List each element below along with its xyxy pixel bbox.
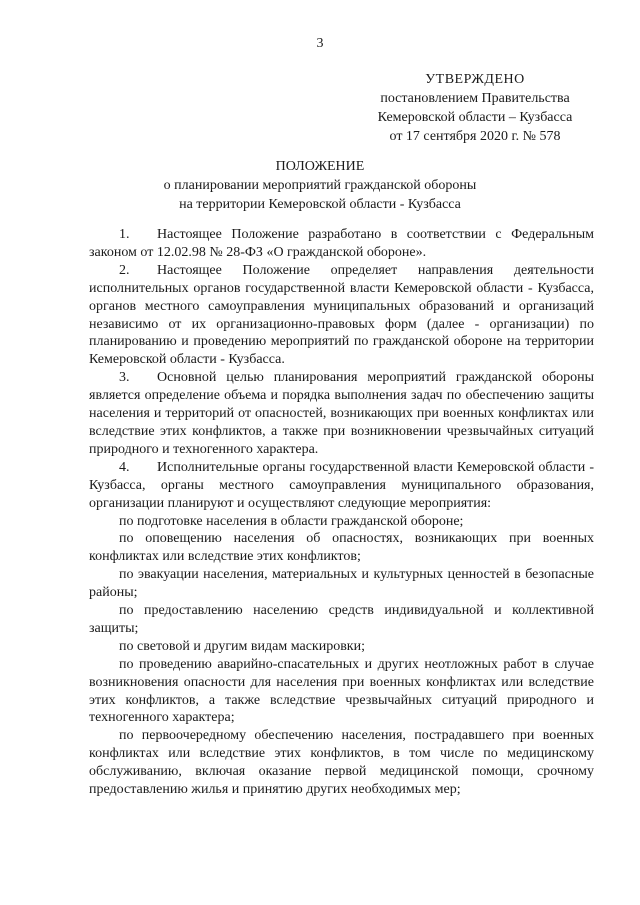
measure-item: по световой и другим видам маскировки;: [119, 638, 365, 654]
measure-item: по предоставлению населению средств индивидуальной и коллективной защиты;: [89, 603, 594, 636]
paragraph-text: Основной целью планирования мероприятий гражданской обороны является определение объема и порядка выполнения задач по обеспечению защиты населения и территорий от опасностей, возникающих при военных конфликтах или вследствие этих конфликтов, а также при возникновении чрезвычайных ситуаций природного и техногенного характера.: [89, 370, 594, 457]
document-title: [0, 157, 640, 214]
title-territory: на территории Кемеровской области - Кузбасса: [179, 197, 461, 212]
title-subject: о планировании мероприятий гражданской обороны: [163, 178, 477, 193]
measure-item: по подготовке населения в области гражданской обороне;: [119, 513, 464, 529]
measure-item: по первоочередному обеспечению населения, пострадавшего при военных конфликтах или вследствие этих конфликтов, в том числе по медицинскому обслуживанию, включая оказание первой медицинской помощи, срочному предоставлению жилья и принятию других необходимых мер;: [89, 728, 594, 798]
approval-line-date: от 17 сентября 2020 г. № 578: [389, 129, 561, 144]
paragraph-number: 3.: [119, 370, 130, 386]
approval-line-authority: постановлением Правительства: [380, 91, 570, 106]
paragraph-number: 1.: [119, 227, 130, 242]
approval-stamp: [330, 70, 620, 146]
paragraph-text: Исполнительные органы государственной власти Кемеровской области - Кузбасса, органы местного самоуправления муниципального образования, организации планируют и осуществляют следующие мероприятия:: [89, 459, 594, 511]
paragraph-number: 4.: [119, 459, 130, 475]
paragraph-4: [89, 459, 594, 513]
paragraph-3: [89, 369, 594, 459]
approval-line-region: Кемеровской области – Кузбасса: [377, 110, 573, 125]
measure-item: по эвакуации населения, материальных и культурных ценностей в безопасные районы;: [89, 567, 594, 601]
measure-item: по оповещению населения об опасностях, возникающих при военных конфликтах или вследствие этих конфликтов;: [89, 531, 594, 565]
paragraph-1: [89, 226, 594, 262]
page-number: 3: [316, 36, 324, 51]
paragraph-text: Настоящее Положение разработано в соответствии с Федеральным законом от 12.02.98 № 28-ФЗ «О гражданской обороне».: [89, 227, 594, 260]
approval-title: УТВЕРЖДЕНО: [425, 72, 525, 87]
paragraph-number: 2.: [119, 262, 130, 278]
measure-item: по проведению аварийно-спасательных и других неотложных работ в случае возникновения опасности для населения при военных конфликтах или вследствие этих конфликтов, а также вследствие чрезвычайных ситуаций природного и техногенного характера;: [89, 656, 594, 726]
paragraph-text: Настоящее Положение определяет направления деятельности исполнительных органов государственной власти Кемеровской области - Кузбасса, органов местного самоуправления муниципальных образований и организаций независимо от их организационно-правовых форм (далее - организации) по планированию и проведению мероприятий по гражданской обороне на территории Кемеровской области - Кузбасса.: [89, 262, 594, 368]
paragraph-2: [89, 262, 594, 369]
document-body: [89, 226, 594, 799]
title-heading: ПОЛОЖЕНИЕ: [275, 159, 365, 174]
